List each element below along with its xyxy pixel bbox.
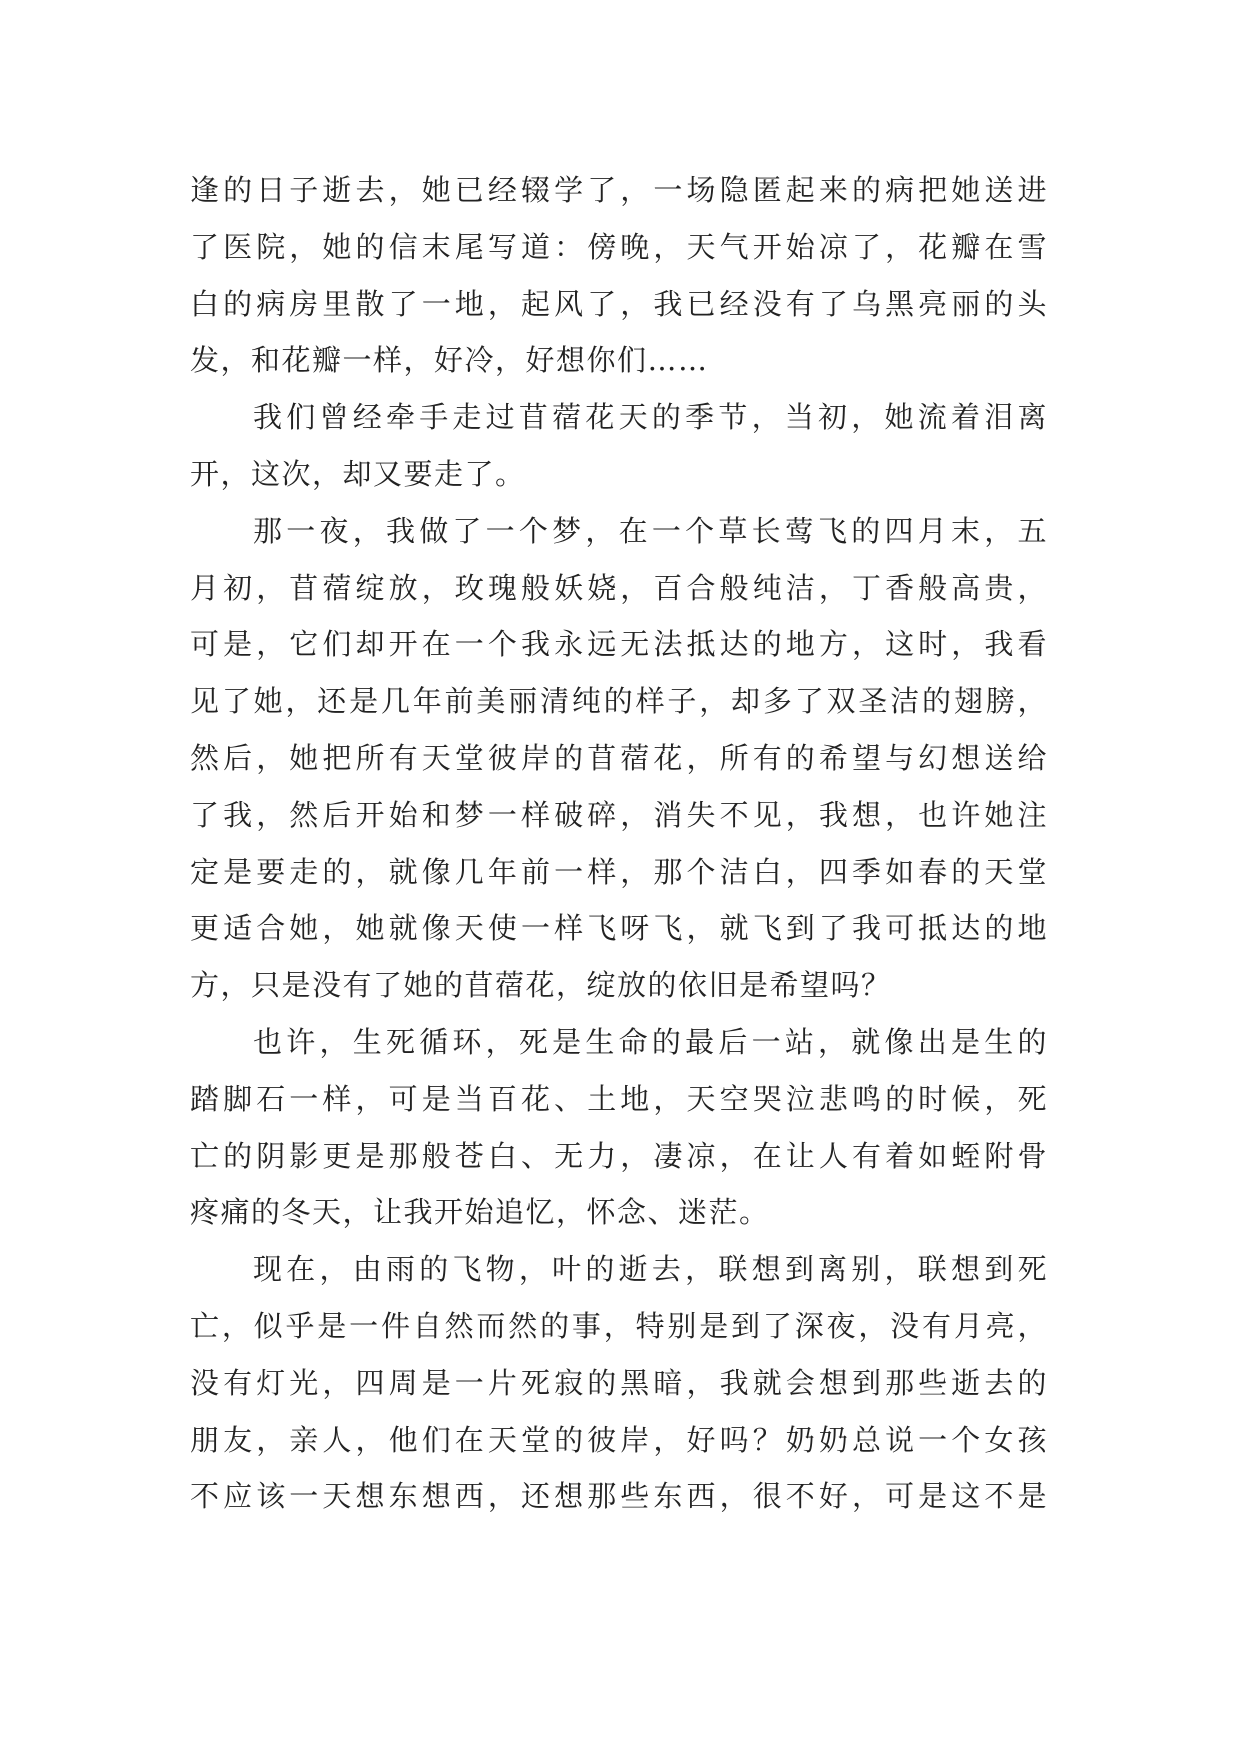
text-line: 不应该一天想东想西，还想那些东西，很不好，可是这不是 [190, 1479, 1048, 1514]
text-line: 我们曾经牵手走过苜蓿花天的季节，当初，她流着泪离 [253, 400, 1048, 435]
text-line: 也许，生死循环，死是生命的最后一站，就像出是生的 [253, 1024, 1048, 1059]
text-line: 更适合她，她就像天使一样飞呀飞，就飞到了我可抵达的地 [190, 911, 1048, 946]
text-line: 了医院，她的信末尾写道：傍晚，天气开始凉了，花瓣在雪 [190, 229, 1048, 264]
text-line: 亡的阴影更是那般苍白、无力，凄凉，在让人有着如蛭附骨 [190, 1138, 1048, 1173]
text-line: 疼痛的冬天，让我开始追忆，怀念、迷茫。 [190, 1195, 770, 1230]
text-line: 现在，由雨的飞物，叶的逝去，联想到离别，联想到死 [253, 1252, 1048, 1287]
text-line: 朋友，亲人，他们在天堂的彼岸，好吗？奶奶总说一个女孩 [190, 1422, 1048, 1457]
body-text [190, 162, 1048, 1525]
text-line: 白的病房里散了一地，起风了，我已经没有了乌黑亮丽的头 [190, 286, 1048, 321]
text-line: 见了她，还是几年前美丽清纯的样子，却多了双圣洁的翅膀， [190, 684, 1048, 719]
text-line: 亡，似乎是一件自然而然的事，特别是到了深夜，没有月亮， [190, 1308, 1048, 1343]
text-line: 定是要走的，就像几年前一样，那个洁白，四季如春的天堂 [190, 854, 1048, 889]
text-line: 开，这次，却又要走了。 [190, 456, 526, 491]
text-line: 发，和花瓣一样，好冷，好想你们…… [190, 343, 709, 378]
text-line: 月初，苜蓿绽放，玫瑰般妖娆，百合般纯洁，丁香般高贵， [190, 570, 1048, 605]
text-line: 踏脚石一样，可是当百花、土地，天空哭泣悲鸣的时候，死 [190, 1081, 1048, 1116]
text-line: 了我，然后开始和梦一样破碎，消失不见，我想，也许她注 [190, 797, 1048, 832]
text-line: 逢的日子逝去，她已经辍学了，一场隐匿起来的病把她送进 [190, 173, 1048, 207]
text-line: 然后，她把所有天堂彼岸的苜蓿花，所有的希望与幻想送给 [190, 740, 1048, 775]
text-line: 那一夜，我做了一个梦，在一个草长莺飞的四月末，五 [253, 513, 1048, 548]
text-line: 可是，它们却开在一个我永远无法抵达的地方，这时，我看 [190, 627, 1048, 662]
text-line: 方，只是没有了她的苜蓿花，绽放的依旧是希望吗？ [190, 968, 892, 1003]
text-line: 没有灯光，四周是一片死寂的黑暗，我就会想到那些逝去的 [190, 1365, 1048, 1400]
